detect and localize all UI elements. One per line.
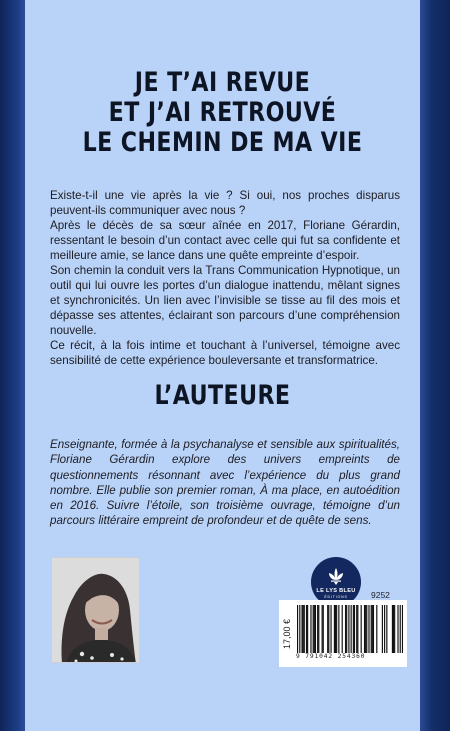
lily-flower-icon (326, 566, 346, 586)
barcode-bar (345, 605, 346, 653)
barcode-bar (306, 605, 307, 653)
barcode-bar (361, 605, 362, 653)
isbn-barcode (297, 605, 403, 653)
barcode-bar (348, 605, 349, 653)
barcode-bar (322, 605, 323, 653)
barcode-bar (342, 605, 343, 653)
synopsis-paragraph: Ce récit, à la fois intime et touchant à l’universel, témoigne avec sensibilité de cette expérience bouleversante et transformatrice. (50, 339, 400, 367)
title-line-3: LE CHEMIN DE MA VIE (82, 127, 363, 158)
price-label: 17,00 € (282, 618, 292, 649)
barcode-bar (365, 605, 366, 653)
barcode-bar (394, 605, 395, 653)
barcode-bar (313, 605, 314, 653)
synopsis-paragraph: Après le décès de sa sœur aînée en 2017, Floriane Gérardin, ressentant le besoin d’un contact avec celle qui fut sa confidente et meilleure amie, se lance dans une quête empreinte d’espoir. (50, 219, 400, 262)
synopsis-paragraph: Existe-t-il une vie après la vie ? Si oui, nos proches disparus peuvent-ils communiquer avec nous ? (50, 189, 400, 217)
barcode-bar (393, 605, 394, 653)
barcode-bar (307, 605, 308, 653)
book-reference: 9252 (371, 590, 390, 600)
barcode-bar (304, 605, 305, 653)
barcode-bar (354, 605, 355, 653)
barcode-bar (338, 605, 339, 653)
barcode-bar (353, 605, 354, 653)
author-portrait-image (52, 558, 140, 663)
publisher-name: LE LYS BLEU (316, 587, 356, 594)
barcode-bar (371, 605, 372, 653)
author-bio: Enseignante, formée à la psychanalyse et sensible aux spiritualités, Floriane Gérardin explore des univers empreints de questionnements résonnant avec l’expérience du plus grand nombre. Elle publie son premier roman, À ma place, en autoédition en 2016. Suivre l’étoile, son troisième ouvrage, témoigne d’un parcours littéraire empreint de profondeur et de quête de sens. (50, 438, 400, 528)
barcode-bar (328, 605, 329, 653)
synopsis-paragraph: Son chemin la conduit vers la Trans Communication Hypnotique, un outil qui lui ouvre les portes d’un dialogue inattendu, mêlant signes et synchronicités. Un lien avec l’invisible se tisse au fil des mois et dépasse ses attentes, éclairant son parcours d’une compréhension nouvelle. (50, 264, 400, 337)
barcode-bar (373, 605, 374, 653)
barcode-bar (356, 605, 357, 653)
barcode-bar (364, 605, 365, 653)
barcode-bar (330, 605, 331, 653)
title-line-1: JE T’AI REVUE (134, 67, 311, 98)
author-photo (51, 557, 140, 663)
barcode-bar (346, 605, 347, 653)
barcode-bar (303, 605, 304, 653)
barcode-bar (386, 605, 387, 653)
barcode-bar (366, 605, 367, 653)
barcode-bar (336, 605, 337, 653)
back-cover (25, 0, 420, 731)
barcode-bar (310, 605, 311, 653)
barcode-bar (368, 605, 369, 653)
synopsis (50, 188, 400, 368)
barcode-bar (318, 605, 319, 653)
barcode-bar (297, 605, 298, 653)
barcode-bar (357, 605, 358, 653)
book-title (61, 68, 385, 158)
book-right-edge (420, 0, 450, 731)
isbn-number: 9 791042 254360 (296, 653, 366, 660)
book-left-edge (0, 0, 25, 731)
barcode-bar (299, 605, 300, 653)
barcode-bar (323, 605, 324, 653)
barcode-bar (301, 605, 302, 653)
barcode-bar (335, 605, 336, 653)
barcode-bar (327, 605, 328, 653)
barcode-bar (334, 605, 335, 653)
barcode-bar (384, 605, 385, 653)
barcode-bar (314, 605, 315, 653)
barcode-bar (351, 605, 352, 653)
barcode-bar (392, 605, 393, 653)
publisher-subtitle: ÉDITIONS (324, 594, 348, 599)
barcode-bar (397, 605, 398, 653)
barcode-bar (402, 605, 403, 653)
barcode-bar (315, 605, 316, 653)
barcode-bar (400, 605, 401, 653)
author-heading: L’AUTEURE (154, 380, 291, 411)
title-line-2: ET J’AI RETROUVÉ (108, 97, 337, 128)
barcode-bar (317, 605, 318, 653)
barcode-bar (372, 605, 373, 653)
barcode-bar (382, 605, 383, 653)
barcode-bar (376, 605, 377, 653)
